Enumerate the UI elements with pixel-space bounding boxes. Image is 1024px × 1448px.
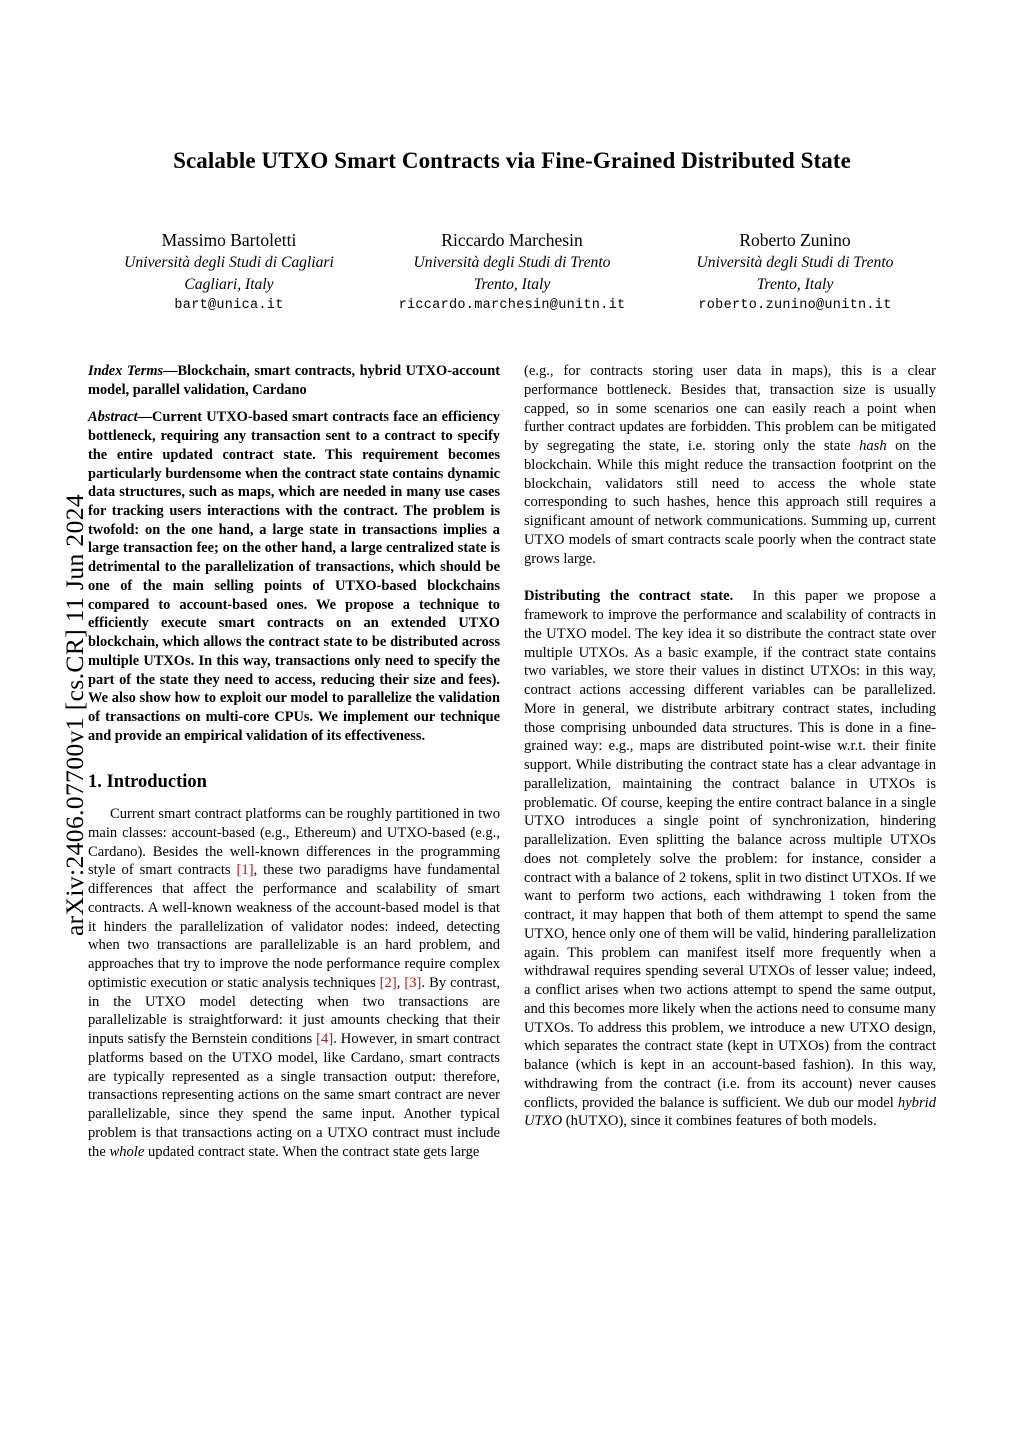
author-affiliation: Università degli Studi di Trento [696, 254, 894, 272]
paragraph-heading: Distributing the contract state. [524, 588, 734, 605]
author-email: bart@unica.it [174, 298, 284, 314]
author-block [371, 228, 653, 316]
intro-text-f: updated contract state. When the contract state gets large [144, 1143, 480, 1160]
citation-link[interactable]: [4] [316, 1031, 334, 1048]
right-text-b: on the blockchain. While this might reduce the transaction footprint on the blockchain, validators still need to access the whole state corresponding to such hashes, hence this approach still requires a significant amount of network communications. Summing up, current UTXO models of smart contracts scale poorly when the contract state grows large. [524, 438, 936, 567]
page-title: Scalable UTXO Smart Contracts via Fine-Grained Distributed State [173, 148, 851, 173]
right-paragraph-1 [524, 362, 936, 568]
author-email: riccardo.marchesin@unitn.it [398, 298, 626, 314]
index-terms-label: Index Terms [88, 363, 164, 379]
right-text-c: In this paper we propose a framework to improve the performance and scalability of contracts in the UTXO model. The key idea it so distribute the contract state over multiple UTXOs. As a basic example, if the contract state contains two variables, we store their values in distinct UTXOs: in this way, contract actions accessing different variables can be parallelized. More in general, we distribute arbitrary contract states, including those comprising unbounded data structures. This is done in a fine-grained way: e.g., maps are distributed point-wise w.r.t. their finite support. While distributing the contract state has a clear advantage in parallelization, maintaining the contract balance in UTXOs is problematic. Of course, keeping the entire contract balance in a single UTXO introduces a single point of synchronization, hindering parallelization. Even splitting the balance across multiple UTXOs does not completely solve the problem: for instance, consider a contract with a balance of 2 tokens, split in two distinct UTXOs. If we want to perform two actions, each withdrawing 1 token from the contract, it may happen that both of them attempt to spend the same UTXO, hence only one of them will be valid, hindering parallelization again. This problem can manifest itself more frequently when a withdrawal requires spending several UTXOs of lesser value; indeed, a conflict arises when two actions attempt to spend the same output, and this becomes more likely when the actions need to consume many UTXOs. To address this problem, we introduce a new UTXO design, which separates the contract state (kept in UTXOs) from the contract balance (which is kept in an account-based fashion). In this way, withdrawing from the contract (i.e. from its account) never causes conflicts, provided the balance is sufficient. We dub our model [524, 588, 937, 1111]
author-name: Massimo Bartoletti [161, 230, 297, 250]
author-name: Riccardo Marchesin [441, 230, 583, 250]
author-city: Cagliari, Italy [184, 275, 274, 293]
author-name: Roberto Zunino [739, 230, 851, 250]
author-block [88, 228, 370, 316]
emphasis-hybrid-utxo: hybrid UTXO [524, 1094, 936, 1130]
author-city: Trento, Italy [473, 275, 551, 293]
right-column [524, 362, 936, 1131]
author-block [654, 228, 936, 316]
author-affiliation: Università degli Studi di Cagliari [124, 254, 334, 272]
emphasis-whole: whole [109, 1143, 145, 1160]
author-city: Trento, Italy [756, 275, 834, 293]
author-affiliation: Università degli Studi di Trento [413, 254, 611, 272]
intro-text-e: . However, in smart contract platforms based on the UTXO model, like Cardano, smart contracts are typically represented as a single transaction output: therefore, transactions representing actions on the same smart contract are never parallelizable, since they spend the same input. Another typical problem is that transactions acting on a UTXO contract must include the [88, 1031, 500, 1160]
citation-link[interactable]: [1] [236, 862, 254, 879]
arxiv-stamp: arXiv:2406.07700v1 [cs.CR] 11 Jun 2024 [60, 493, 89, 937]
author-email: roberto.zunino@unitn.it [698, 298, 892, 314]
index-terms [88, 362, 500, 399]
intro-text-b: , these two paradigms have fundamental differences that affect the performance and scalability of smart contracts. A well-known weakness of the account-based model is that it hinders the parallelization of validator nodes: indeed, detecting when two transactions are parallelizable is an hard problem, and approaches that try to improve the node performance require complex optimistic execution or static analysis techniques [88, 862, 500, 991]
abstract-text: Current UTXO-based smart contracts face an efficiency bottleneck, requiring any transaction sent to a contract to specify the entire updated contract state. This requirement becomes particularly burdensome when the contract state contains dynamic data structures, such as maps, which are needed in many use cases for tracking users interactions with the contract. The problem is twofold: on the one hand, a large state in transactions implies a large transaction fee; on the other hand, a large centralized state is detrimental to the parallelization of transactions, which should be one of the main selling points of UTXO-based blockchains compared to account-based ones. We propose a technique to efficiently execute smart contracts on an extended UTXO blockchain, which allows the contract state to be distributed across multiple UTXOs. In this way, transactions only need to specify the part of the state they need to access, reducing their size and fees). We also show how to exploit our model to parallelize the validation of transactions on multi-core CPUs. We implement our technique and provide an empirical validation of its effectiveness. [88, 409, 500, 744]
right-text-a: (e.g., for contracts storing user data in maps), this is a clear performance bottleneck. Besides that, transaction size is usually capped, so in some scenarios one can easily reach a point when further contract updates are forbidden. This problem can be mitigated by segregating the state, i.e. storing only the state [524, 363, 936, 454]
intro-text-d: . By contrast, in the UTXO model detecting when two transactions are parallelizable is straightforward: it just amounts checking that their inputs satisfy the Bernstein conditions [88, 974, 501, 1048]
section-number: 1. [88, 772, 102, 793]
section-title: Introduction [106, 772, 207, 793]
section-heading-introduction [88, 771, 500, 795]
intro-text-a: Current smart contract platforms can be roughly partitioned in two main classes: account-based (e.g., Ethereum) and UTXO-based (e.g., Cardano). Besides the well-known differences in the programming style of smart contracts [88, 806, 500, 879]
emphasis-hash: hash [859, 438, 887, 454]
author-list [88, 228, 936, 316]
right-text-d: (hUTXO), since it combines features of both models. [562, 1113, 877, 1130]
intro-paragraph [88, 805, 500, 1161]
abstract-dash: — [137, 409, 152, 426]
citation-link[interactable]: [3] [404, 974, 422, 991]
intro-text-c: , [396, 974, 405, 991]
right-paragraph-2 [524, 587, 936, 1131]
index-terms-text: Blockchain, smart contracts, hybrid UTXO-account model, parallel validation, Cardano [88, 363, 500, 398]
index-terms-dash: — [163, 363, 178, 379]
abstract [88, 408, 500, 745]
citation-link[interactable]: [2] [379, 974, 397, 991]
left-column [88, 362, 500, 1161]
abstract-label: Abstract [88, 409, 138, 426]
